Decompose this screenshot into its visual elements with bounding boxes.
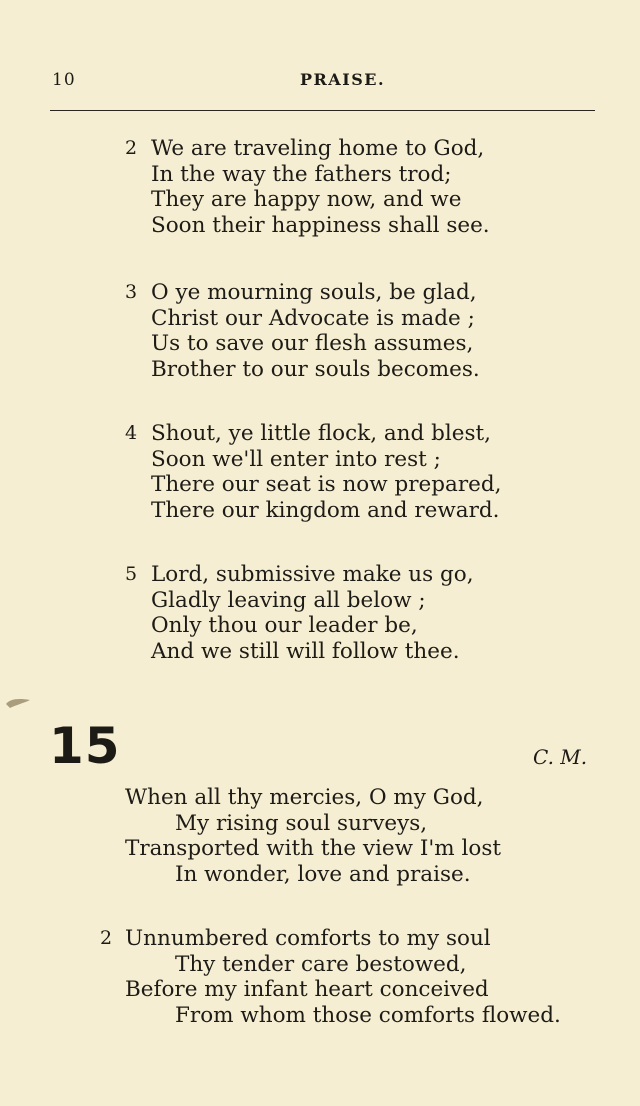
meter-label: C. M. xyxy=(533,745,588,769)
verse-line: My rising soul surveys, xyxy=(175,810,428,836)
stanza-3 xyxy=(125,280,480,383)
verse-line: When all thy mercies, O my God, xyxy=(125,785,484,810)
verse-line: 5 Lord, submissive make us go, xyxy=(125,562,474,587)
verse-line: Soon we'll enter into rest ; xyxy=(151,446,441,472)
verse-line: There our kingdom and reward. xyxy=(151,498,500,524)
verse-line: Us to save our flesh assumes, xyxy=(151,331,474,357)
stanza-5 xyxy=(125,562,474,665)
verse-line: 2 We are traveling home to God, xyxy=(125,136,485,161)
verse-line: Transported with the view I'm lost xyxy=(125,836,502,862)
verse-line: Brother to our souls becomes. xyxy=(151,357,480,383)
stanza-number: 2 xyxy=(125,137,138,159)
ink-smudge xyxy=(4,695,32,709)
verse-line: In the way the fathers trod; xyxy=(151,161,452,187)
header-rule xyxy=(50,110,595,111)
verse-line: Before my infant heart conceived xyxy=(125,977,489,1003)
hymn-15-stanza-2 xyxy=(100,926,561,1029)
verse-line: Only thou our leader be, xyxy=(151,613,418,639)
verse-line: 2 Unnumbered comforts to my soul xyxy=(100,926,491,951)
verse-line: And we still will follow thee. xyxy=(151,639,460,665)
stanza-number: 2 xyxy=(100,927,113,949)
verse-line: There our seat is now prepared, xyxy=(151,472,502,498)
running-title: PRAISE. xyxy=(299,70,386,89)
hymn-number: 15 xyxy=(49,717,121,775)
stanza-number: 4 xyxy=(125,422,138,444)
stanza-4 xyxy=(125,421,501,524)
verse-line: From whom those comforts flowed. xyxy=(175,1003,561,1029)
page-number: 10 xyxy=(52,70,76,90)
verse-line: 4 Shout, ye little flock, and blest, xyxy=(125,421,492,446)
hymn-15-stanza-1 xyxy=(100,785,501,888)
page-header xyxy=(50,70,595,96)
verse-line: They are happy now, and we xyxy=(151,187,462,213)
stanza-number: 3 xyxy=(125,281,138,303)
verse-line: Christ our Advocate is made ; xyxy=(151,305,475,331)
verse-line: 3 O ye mourning souls, be glad, xyxy=(125,280,477,305)
verse-line: Gladly leaving all below ; xyxy=(151,587,426,613)
stanza-2 xyxy=(125,136,490,239)
verse-line: Soon their happiness shall see. xyxy=(151,213,490,239)
verse-line: Thy tender care bestowed, xyxy=(175,951,467,977)
verse-line: In wonder, love and praise. xyxy=(175,862,471,888)
stanza-number: 5 xyxy=(125,563,138,585)
